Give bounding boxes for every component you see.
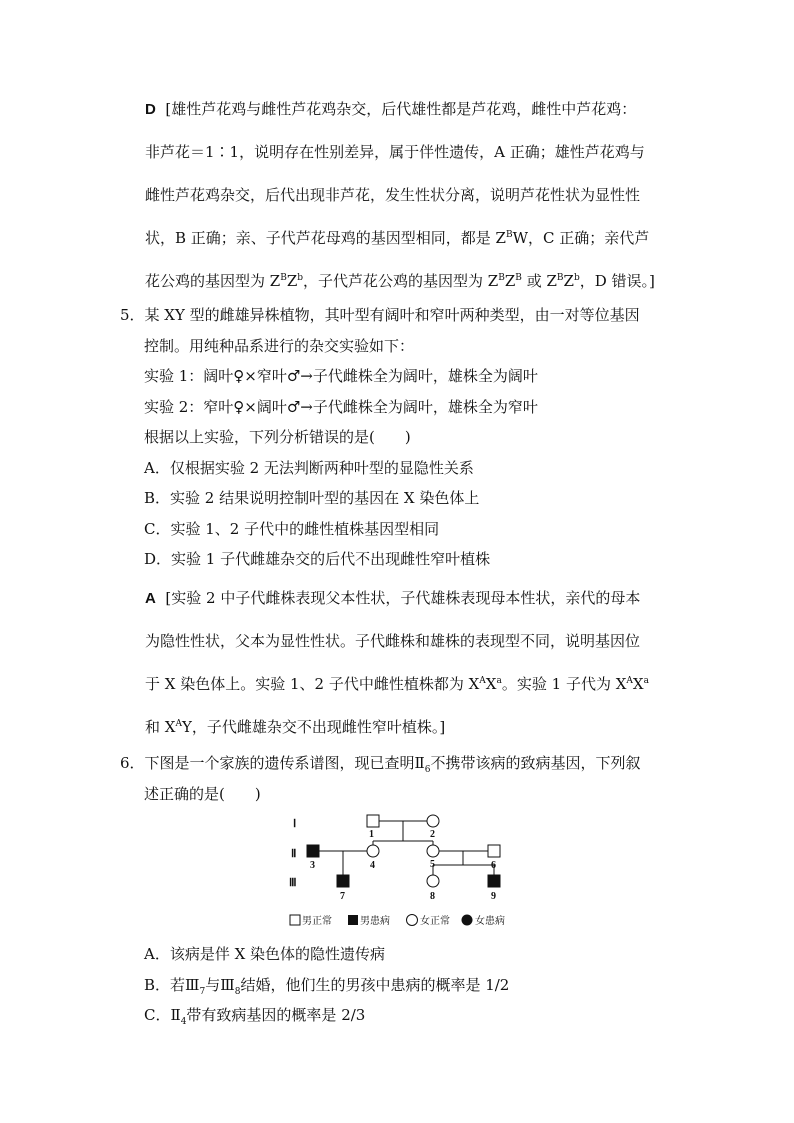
individual-4-normal-female <box>367 845 379 857</box>
q5-experiment-2: 实验 2：窄叶♀×阔叶♂→子代雌株全为阔叶，雄株全为窄叶 <box>144 397 538 416</box>
generation-label-ii: Ⅱ <box>291 848 297 860</box>
q5-stem-line2: 控制。用纯种品系进行的杂交实验如下： <box>144 336 415 355</box>
q5-question: 根据以上实验，下列分析错误的是( ) <box>144 428 411 446</box>
q5-answer-line3: 于 X 染色体上。实验 1、2 子代中雌性植株都为 $X^AX^a$。实验 1 子代为 $X^AX^a$ <box>145 675 649 693</box>
label-5: 5 <box>430 859 435 870</box>
legend-normal-male: 男正常 <box>302 916 332 927</box>
q5-answer-line4: 和 $X^AY$，子代雌雄杂交不出现雌性窄叶植株。] <box>145 718 446 736</box>
q4-answer-line5: 花公鸡的基因型为 $Z^BZ^b$，子代芦花公鸡的基因型为 $Z^BZ^B$ 或 $Z^BZ^b$，D 错误。] <box>145 272 655 290</box>
label-3: 3 <box>310 860 315 871</box>
q6-stem-line1: 6．下图是一个家族的遗传系谱图，现已查明$Ⅱ_6$不携带该病的致病基因，下列叙 <box>120 754 641 775</box>
q6-option-b: B．若$Ⅲ_7$与$Ⅲ_8$结婚，他们生的男孩中患病的概率是 1/2 <box>144 975 510 997</box>
individual-9-affected-male <box>488 875 500 887</box>
q5-option-a: A．仅根据实验 2 无法判断两种叶型的显隐性关系 <box>144 458 474 477</box>
legend-normal-female-icon <box>407 915 418 926</box>
q6-options <box>120 939 509 1031</box>
individual-3-affected-male <box>307 845 319 857</box>
individual-7-affected-male <box>337 875 349 887</box>
label-8: 8 <box>430 891 435 902</box>
question-5 <box>120 300 640 575</box>
generation-label-i: Ⅰ <box>293 818 297 830</box>
individual-5-normal-female <box>427 845 439 857</box>
label-4: 4 <box>370 860 375 871</box>
q6-option-a: A．该病是伴 X 染色体的隐性遗传病 <box>144 945 386 963</box>
q4-answer-line1: D [雄性芦花鸡与雌性芦花鸡杂交，后代雄性都是芦花鸡，雌性中芦花鸡： <box>145 100 637 118</box>
legend-normal-male-icon <box>290 915 300 925</box>
answer-letter: A <box>145 590 156 607</box>
legend-affected-male: 男患病 <box>360 916 390 927</box>
legend-affected-male-icon <box>348 915 358 925</box>
q6-option-c: C．$Ⅱ_4$带有致病基因的概率是 2/3 <box>144 1006 366 1027</box>
individual-8-normal-female <box>427 875 439 887</box>
q6-stem-line2: 述正确的是( ) <box>144 784 261 803</box>
legend-normal-female: 女正常 <box>420 916 450 927</box>
q4-answer <box>145 88 685 303</box>
label-9: 9 <box>491 891 496 902</box>
q4-answer-line2: 非芦花＝1∶1，说明存在性别差异，属于伴性遗传，A 正确；雄性芦花鸡与 <box>145 143 645 161</box>
legend-affected-female-icon <box>462 915 473 926</box>
pedigree-chart <box>285 812 515 932</box>
pedigree-legend <box>290 914 505 927</box>
q5-stem-line1: 5．某 XY 型的雌雄异株植物，其叶型有阔叶和窄叶两种类型，由一对等位基因 <box>120 306 640 324</box>
legend-affected-female: 女患病 <box>475 916 505 927</box>
individual-2-normal-female <box>427 815 439 827</box>
q5-answer-line2: 为隐性性状，父本为显性性状。子代雌株和雄株的表现型不同，说明基因位 <box>145 632 641 650</box>
q5-option-d: D．实验 1 子代雌雄杂交的后代不出现雌性窄叶植株 <box>144 550 491 568</box>
q5-experiment-1: 实验 1：阔叶♀×窄叶♂→子代雌株全为阔叶，雄株全为阔叶 <box>144 367 538 385</box>
individual-6-normal-male <box>488 845 500 857</box>
individual-1-normal-male <box>367 815 379 827</box>
q5-option-b: B．实验 2 结果说明控制叶型的基因在 X 染色体上 <box>144 489 480 507</box>
generation-label-iii: Ⅲ <box>289 877 297 889</box>
label-2: 2 <box>430 829 435 840</box>
answer-letter: D <box>145 101 156 118</box>
label-6: 6 <box>491 860 496 871</box>
question-6 <box>120 748 641 809</box>
q4-answer-line4: 状，B 正确；亲、子代芦花母鸡的基因型相同，都是 $Z^BW$，C 正确；亲代芦 <box>145 229 650 247</box>
q5-option-c: C．实验 1、2 子代中的雌性植株基因型相同 <box>144 519 440 538</box>
label-7: 7 <box>340 891 345 902</box>
label-1: 1 <box>369 829 374 840</box>
q5-answer <box>145 577 685 749</box>
q4-answer-line3: 雌性芦花鸡杂交，后代出现非芦花，发生性状分离，说明芦花性状为显性性 <box>145 186 641 204</box>
q5-answer-line1: A [实验 2 中子代雌株表现父本性状，子代雄株表现母本性状，亲代的母本 <box>145 589 641 607</box>
